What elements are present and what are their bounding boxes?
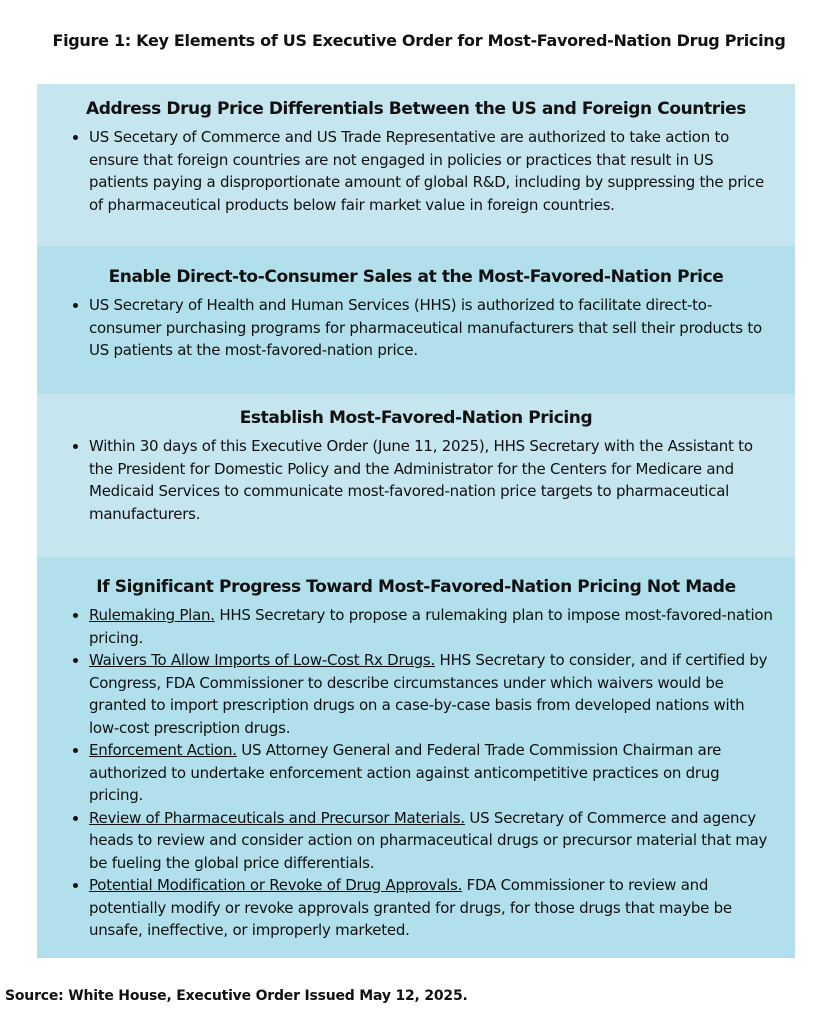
panel-establish-mfn-pricing	[37, 394, 795, 557]
bullet-term: Review of Pharmaceuticals and Precursor Materials.	[89, 808, 465, 827]
bullet-text: US Secetary of Commerce and US Trade Representative are authorized to take action to ensure that foreign countries are not engaged in policies or practices that result in US patients paying a disproportionate amount of global R&D, including by suppressing the price of pharmaceutical products below fair market value in foreign countries.	[89, 128, 765, 214]
panel-address-price-differentials	[37, 84, 795, 246]
bullet-text: HHS Secretary to propose a rulemaking plan to impose most-favored-nation pricing.	[89, 606, 773, 647]
bullet-text: US Secretary of Commerce and agency heads to review and consider action on pharmaceutical drugs or precursor material that may be fueling the global price differentials.	[89, 808, 768, 872]
bullet-term: Enforcement Action.	[89, 741, 237, 759]
bullet-item	[89, 294, 775, 362]
bullet-text: HHS Secretary to consider, and if certified by Congress, FDA Commissioner to describe circumstances under which waivers would be granted to import prescription drugs on a case-by-case basis from developed nations with low-cost prescription drugs.	[89, 651, 768, 737]
source-note: Source: White House, Executive Order Issued May 12, 2025.	[5, 988, 468, 1004]
figure-title: Figure 1: Key Elements of US Executive Order for Most-Favored-Nation Drug Pricing	[52, 31, 786, 50]
bullet-list	[71, 126, 775, 216]
bullet-item	[89, 649, 775, 739]
bullet-term: Potential Modification or Revoke of Drug Approvals.	[89, 876, 463, 894]
bullet-item	[89, 435, 775, 525]
bullet-item	[89, 807, 775, 875]
bullet-list	[71, 435, 775, 525]
bullet-item	[89, 604, 775, 649]
bullet-text: FDA Commissioner to review and potentially modify or revoke approvals granted for drugs, for those drugs that maybe be unsafe, ineffective, or improperly marketed.	[89, 876, 732, 939]
bullet-text: Within 30 days of this Executive Order (June 11, 2025), HHS Secretary with the Assistant to the President for Domestic Policy and the Administrator for the Centers for Medicare and Medicaid Services to communicate most-favored-nation price targets to pharmaceutical manufacturers.	[89, 437, 753, 523]
bullet-text: US Secretary of Health and Human Services (HHS) is authorized to facilitate direct-to-consumer purchasing programs for pharmaceutical manufacturers that sell their products to US patients at the most-favored-nation price.	[89, 296, 762, 359]
bullet-text: US Attorney General and Federal Trade Commission Chairman are authorized to undertake enforcement action against anticompetitive practices on drug pricing.	[89, 741, 722, 804]
bullet-item	[89, 739, 775, 807]
panel-direct-to-consumer	[37, 246, 795, 394]
panel-heading: Enable Direct-to-Consumer Sales at the Most-Favored-Nation Price	[108, 267, 724, 287]
bullet-term: Rulemaking Plan.	[89, 606, 215, 624]
bullet-list	[71, 294, 775, 362]
bullet-term: Waivers To Allow Imports of Low-Cost Rx Drugs.	[89, 651, 436, 669]
panel-heading: Establish Most-Favored-Nation Pricing	[239, 408, 593, 428]
bullet-item	[89, 874, 775, 942]
panel-heading: Address Drug Price Differentials Between the US and Foreign Countries	[86, 99, 746, 119]
bullet-list	[71, 604, 775, 942]
bullet-item	[89, 126, 775, 216]
panel-if-progress-not-made	[37, 557, 795, 958]
panel-heading: If Significant Progress Toward Most-Favored-Nation Pricing Not Made	[96, 577, 736, 597]
